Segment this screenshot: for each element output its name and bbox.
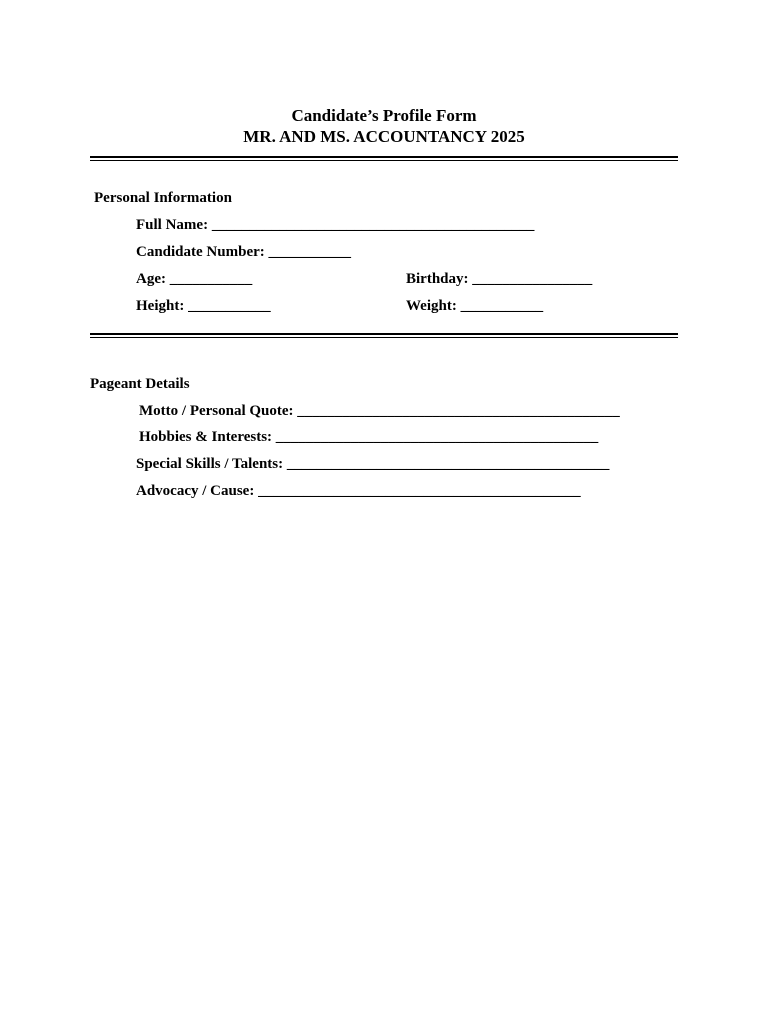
form-title: Candidate’s Profile Form (291, 106, 477, 125)
section-divider (90, 333, 678, 338)
form-subtitle: MR. AND MS. ACCOUNTANCY 2025 (243, 127, 525, 146)
candidate-number-field: Candidate Number: ___________ (136, 244, 352, 260)
personal-information-heading: Personal Information (94, 190, 232, 206)
age-field: Age: ___________ (136, 271, 253, 287)
full-name-field: Full Name: ___________________________________________ (136, 217, 535, 233)
motto-field: Motto / Personal Quote: ___________________________________________ (139, 403, 620, 419)
weight-field: Weight: ___________ (406, 298, 544, 314)
pageant-details-heading: Pageant Details (90, 376, 190, 392)
advocacy-field: Advocacy / Cause: ___________________________________________ (136, 483, 581, 499)
height-field: Height: ___________ (136, 298, 271, 314)
hobbies-field: Hobbies & Interests: ___________________________________________ (139, 429, 599, 445)
birthday-field: Birthday: ________________ (406, 271, 593, 287)
header-divider (90, 156, 678, 161)
skills-field: Special Skills / Talents: ___________________________________________ (136, 456, 610, 472)
